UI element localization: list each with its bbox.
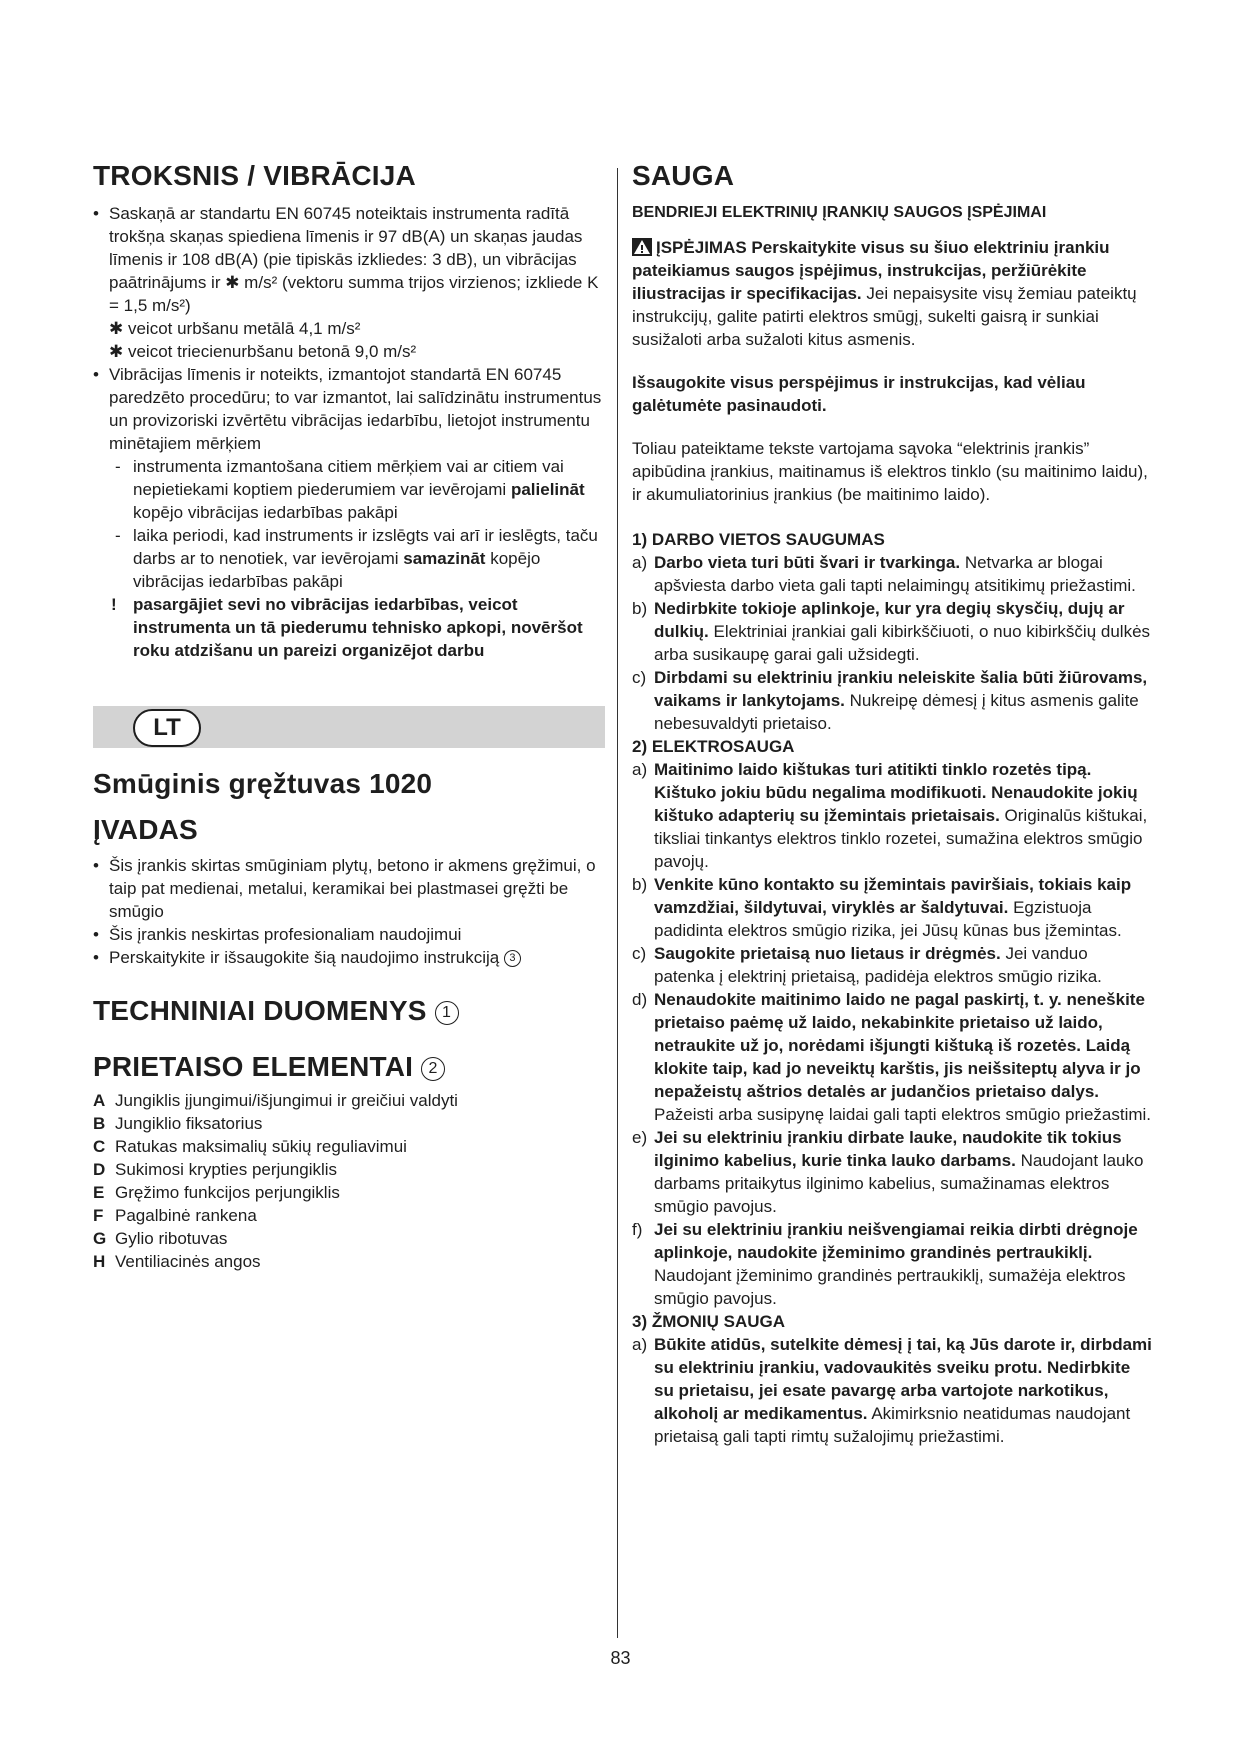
- page-number: 83: [610, 1648, 631, 1668]
- term-definition: Toliau pateiktame tekste vartojama sąvoka “elektrinis įrankis” apibūdina įrankius, maitinamus iš elektros tinklo (su maitinimo laidu), ir akumuliatorinius įrankius (be maitinimo laido).: [632, 439, 1148, 504]
- section-title: 1) DARBO VIETOS SAUGUMAS: [632, 530, 885, 549]
- safety-item: a) Maitinimo laido kištukas turi atitikti tinklo rozetės tipą. Kištuko jokiu būdu negalima modifikuoti. Nenaudokite jokių kištuko adapterių su įžemintais prietaisais. Originalūs kištukai, tiksliai tinkantys elektros tinklo rozetei, sumažina elektros smūgio pavojų.: [632, 760, 1148, 871]
- safety-item: d) Nenaudokite maitinimo laido ne pagal paskirtį, t. y. neneškite prietaiso paėmę už laido, nekabinkite prietaiso už laido, netraukite už jo, norėdami išjungti kištuką iš rozetės. Laidą klokite taip, kad jo neveiktų karštis, jis neišsiteptų alyva ir jo nepažeistų aštrios detalės ar judančios prietaiso dalys. Pažeisti arba susipynę laidai gali tapti elektros smūgio priežastimi.: [632, 990, 1152, 1124]
- language-badge: LT: [133, 709, 201, 747]
- elements-title: PRIETAISO ELEMENTAI 2: [93, 1051, 605, 1083]
- element-row: H Ventiliacinės angos: [93, 1252, 261, 1271]
- figure-ref-1: 1: [435, 1001, 459, 1025]
- right-column: [632, 160, 1152, 1448]
- intro-title: ĮVADAS: [93, 814, 198, 845]
- safety-subtitle: BENDRIEJI ELEKTRINIŲ ĮRANKIŲ SAUGOS ĮSPĖJIMAI: [632, 204, 1047, 221]
- intro-bullet-1: • Šis įrankis skirtas smūginiam plytų, betono ir akmens gręžimui, o taip pat medienai, metalui, keramikai bei plastmasei gręžti be smūgio: [93, 854, 605, 923]
- figure-ref-2: 2: [421, 1057, 445, 1081]
- element-row: C Ratukas maksimalių sūkių reguliavimui: [93, 1137, 407, 1156]
- noise-dash-2: - laika periodi, kad instruments ir izslēgts vai arī ir ieslēgts, taču darbs ar to nenotiek, var ievērojami samazināt kopējo vibrācijas iedarbības pakāpi: [115, 526, 598, 591]
- safety-item: f) Jei su elektriniu įrankiu neišvengiamai reikia dirbti drėgnoje aplinkoje, naudokite įžeminimo grandinės pertraukiklį. Naudojant įžeminimo grandinės pertraukiklį, sumažėja elektros smūgio pavojus.: [632, 1220, 1138, 1308]
- safety-item: b) Venkite kūno kontakto su įžemintais paviršiais, tokiais kaip vamzdžiai, šildytuvai, viryklės ar šaldytuvai. Egzistuoja padidinta elektros smūgio rizika, jei Jūsų kūnas bus įžemintas.: [632, 875, 1132, 940]
- noise-list: [93, 202, 605, 455]
- safety-title: SAUGA: [632, 160, 735, 191]
- element-row: F Pagalbinė rankena: [93, 1206, 257, 1225]
- elements-list: [93, 1089, 605, 1273]
- keep-instructions: Išsaugokite visus perspėjimus ir instrukcijas, kad vėliau galėtumėte pasinaudoti.: [632, 373, 1086, 415]
- warning-icon: [632, 238, 652, 256]
- language-bar: [93, 706, 605, 748]
- element-row: G Gylio ribotuvas: [93, 1229, 228, 1248]
- noise-bullet-2: • Vibrācijas līmenis ir noteikts, izmantojot standartā EN 60745 paredzēto procedūru; to var izmantot, lai salīdzinātu instrumentus un provizoriski izvērtētu vibrācijas iedarbību, lietojot instrumentu minētajiem mērķiem: [93, 363, 605, 455]
- noise-vibration-title: TROKSNIS / VIBRĀCIJA: [93, 160, 416, 191]
- element-row: E Gręžimo funkcijos perjungiklis: [93, 1183, 340, 1202]
- product-title: Smūginis gręžtuvas 1020: [93, 768, 433, 799]
- element-row: A Jungiklis įjungimui/išjungimui ir greičiui valdyti: [93, 1091, 458, 1110]
- safety-item: b) Nedirbkite tokioje aplinkoje, kur yra degių skysčių, dujų ar dulkių. Elektriniai įrankiai gali kibirkščiuoti, o nuo kibirkščių dulkės arba susikaupę garai gali užsidegti.: [632, 599, 1151, 664]
- safety-item: a) Darbo vieta turi būti švari ir tvarkinga. Netvarka ar blogai apšviesta darbo vieta gali tapti nelaimingų atsitikimų priežastimi.: [632, 553, 1136, 595]
- safety-item: e) Jei su elektriniu įrankiu dirbate lauke, naudokite tik tokius ilginimo kabelius, kurie tinka lauko darbams. Naudojant lauko darbams pritaikytus ilginimo kabelius, sumažinamas elektros smūgio pavojus.: [632, 1128, 1144, 1216]
- section-title: 2) ELEKTROSAUGA: [632, 737, 795, 756]
- noise-star-2: ✱ veicot triecienurbšanu betonā 9,0 m/s²: [109, 342, 417, 361]
- figure-ref-3: 3: [504, 950, 521, 967]
- safety-item: c) Saugokite prietaisą nuo lietaus ir drėgmės. Jei vanduo patenka į elektrinį prietaisą, padidėja elektros smūgio rizika.: [632, 944, 1102, 986]
- warning-paragraph: ĮSPĖJIMAS Perskaitykite visus su šiuo elektriniu įrankiu pateikiamus saugos įspėjimus, instrukcijas, peržiūrėkite iliustracijas ir specifikacijas. Jei nepaisysite visų žemiau pateiktų instrukcijų, galite patirti elektros smūgį, sukelti gaisrą ir sunkiai susižaloti arba sužaloti kitus asmenis.: [632, 238, 1137, 349]
- noise-dash-1: - instrumenta izmantošana citiem mērķiem vai ar citiem vai nepietiekami koptiem piederumiem var ievērojami palielināt kopējo vibrācijas iedarbības pakāpi: [115, 457, 585, 522]
- section-title: 3) ŽMONIŲ SAUGA: [632, 1312, 785, 1331]
- safety-item: c) Dirbdami su elektriniu įrankiu neleiskite šalia būti žiūrovams, vaikams ir lankytojams. Nukreipę dėmesį į kitus asmenis galite nebesuvaldyti prietaiso.: [632, 668, 1148, 733]
- element-row: D Sukimosi krypties perjungiklis: [93, 1160, 338, 1179]
- column-divider: [617, 168, 618, 1638]
- safety-item: a) Būkite atidūs, sutelkite dėmesį į tai, ką Jūs darote ir, dirbdami su elektriniu įrankiu, vadovaukitės sveiku protu. Nedirbkite su prietaisu, jei esate pavargę arba vartojote narkotikus, alkoholį ar medikamentus. Akimirksnio neatidumas naudojant prietaisą gali tapti rimtų sužalojimų priežastimi.: [632, 1335, 1152, 1446]
- noise-star-1: ✱ veicot urbšanu metālā 4,1 m/s²: [109, 319, 361, 338]
- element-row: B Jungiklio fiksatorius: [93, 1114, 263, 1133]
- safety-sections: [632, 528, 1152, 1448]
- intro-bullet-2: • Šis įrankis neskirtas profesionaliam naudojimui: [93, 923, 605, 946]
- left-column: [93, 160, 605, 1273]
- noise-exclamation: ! pasargājiet sevi no vibrācijas iedarbības, veicot instrumenta un tā piederumu tehnisko apkopi, novēršot roku atdzišanu un pareizi organizējot darbu: [111, 595, 583, 660]
- noise-bullet-1: • Saskaņā ar standartu EN 60745 noteiktais instrumenta radītā trokšņa skaņas spiediena līmenis ir 97 dB(A) un skaņas jaudas līmenis ir 108 dB(A) (pie tipiskās izkliedes: 3 dB), un vibrācijas paātrinājums ir ✱ m/s² (vektoru summa trijos virzienos; izkliede K = 1,5 m/s²) ✱ veicot urbšanu metālā 4,1 m/s² ✱ veicot triecienurbšanu betonā 9,0 m/s²: [93, 202, 605, 363]
- intro-list: [93, 854, 605, 969]
- intro-bullet-3: • Perskaitykite ir išsaugokite šią naudojimo instrukciją 3: [93, 946, 605, 969]
- tech-data-title: TECHNINIAI DUOMENYS 1: [93, 995, 605, 1027]
